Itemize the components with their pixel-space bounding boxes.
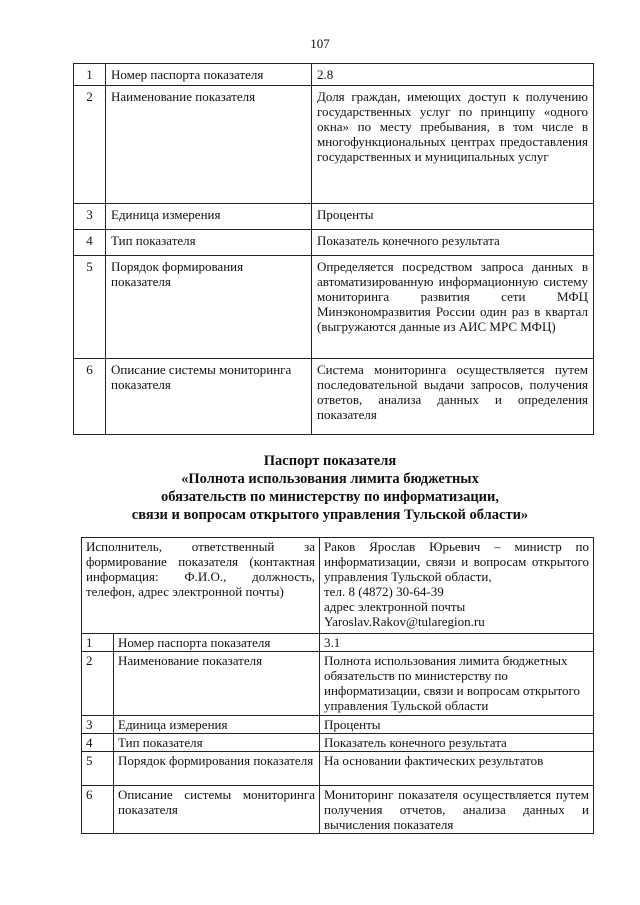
heading-line: связи и вопросам открытого управления Тульской области»	[131, 507, 529, 523]
row-label: Описание системы мониторинга показателя	[114, 786, 320, 834]
passport-heading	[60, 452, 600, 524]
row-label: Описание системы мониторинга показателя	[106, 359, 312, 435]
heading-line: Паспорт показателя	[263, 453, 397, 469]
table-row	[74, 359, 594, 435]
row-number: 6	[82, 786, 114, 834]
row-label: Порядок формирования показателя	[106, 256, 312, 359]
table-row	[74, 230, 594, 256]
row-label: Номер паспорта показателя	[106, 64, 312, 86]
executor-email-label: адрес электронной почты	[324, 599, 466, 614]
page-number: 107	[310, 36, 330, 51]
executor-label: Исполнитель, ответственный за формирование показателя (контактная информация: Ф.И.О., должность, телефон, адрес электронной почты)	[82, 538, 320, 634]
heading-line: «Полнота использования лимита бюджетных	[181, 471, 479, 487]
executor-name: Раков Ярослав Юрьевич – министр по информатизации, связи и вопросам открытого управления Тульской области,	[324, 539, 589, 584]
table-row	[82, 734, 594, 752]
table-row	[74, 86, 594, 204]
row-number: 3	[74, 204, 106, 230]
row-label: Тип показателя	[106, 230, 312, 256]
row-value: Показатель конечного результата	[320, 734, 594, 752]
row-number: 2	[74, 86, 106, 204]
row-number: 5	[74, 256, 106, 359]
table-row	[82, 634, 594, 652]
table-row	[74, 256, 594, 359]
row-value: На основании фактических результатов	[320, 752, 594, 786]
row-label: Единица измерения	[106, 204, 312, 230]
table-row	[74, 204, 594, 230]
row-value: Проценты	[312, 204, 594, 230]
row-number: 4	[82, 734, 114, 752]
row-number: 5	[82, 752, 114, 786]
row-number: 6	[74, 359, 106, 435]
row-value: Доля граждан, имеющих доступ к получению государственных услуг по принципу «одного окна» по месту пребывания, в том числе в многофункциональных центрах предоставления государственных и муниципальных услуг	[312, 86, 594, 204]
row-number: 2	[82, 652, 114, 716]
row-value: Мониторинг показателя осуществляется путем получения отчетов, анализа данных и вычисления показателя	[320, 786, 594, 834]
indicator-passport-table-2-8	[73, 63, 594, 435]
heading-line: обязательств по министерству по информатизации,	[160, 489, 500, 505]
executor-email: Yaroslav.Rakov@tularegion.ru	[324, 614, 485, 629]
row-value: Показатель конечного результата	[312, 230, 594, 256]
table-row	[82, 652, 594, 716]
row-label: Наименование показателя	[106, 86, 312, 204]
row-label: Единица измерения	[114, 716, 320, 734]
executor-row	[82, 538, 594, 634]
table-row	[82, 752, 594, 786]
row-label: Порядок формирования показателя	[114, 752, 320, 786]
executor-phone: тел. 8 (4872) 30-64-39	[324, 584, 444, 599]
row-value: 3.1	[320, 634, 594, 652]
table-row	[74, 64, 594, 86]
row-number: 1	[74, 64, 106, 86]
row-label: Наименование показателя	[114, 652, 320, 716]
executor-info	[320, 538, 594, 634]
indicator-passport-table-3-1	[81, 537, 594, 834]
row-label: Тип показателя	[114, 734, 320, 752]
row-value: Проценты	[320, 716, 594, 734]
row-value: Определяется посредством запроса данных в автоматизированную информационную систему мониторинга развития сети МФЦ Минэкономразвития России один раз в квартал (выгружаются данные из АИС МРС МФЦ)	[312, 256, 594, 359]
row-number: 3	[82, 716, 114, 734]
row-value: Полнота использования лимита бюджетных обязательств по министерству по информатизации, связи и вопросам открытого управления Тульской области	[320, 652, 594, 716]
table-row	[82, 786, 594, 834]
row-value: 2.8	[312, 64, 594, 86]
row-number: 1	[82, 634, 114, 652]
row-value: Система мониторинга осуществляется путем последовательной выдачи запросов, получения ответов, анализа данных и определения показателя	[312, 359, 594, 435]
table-row	[82, 716, 594, 734]
row-label: Номер паспорта показателя	[114, 634, 320, 652]
row-number: 4	[74, 230, 106, 256]
